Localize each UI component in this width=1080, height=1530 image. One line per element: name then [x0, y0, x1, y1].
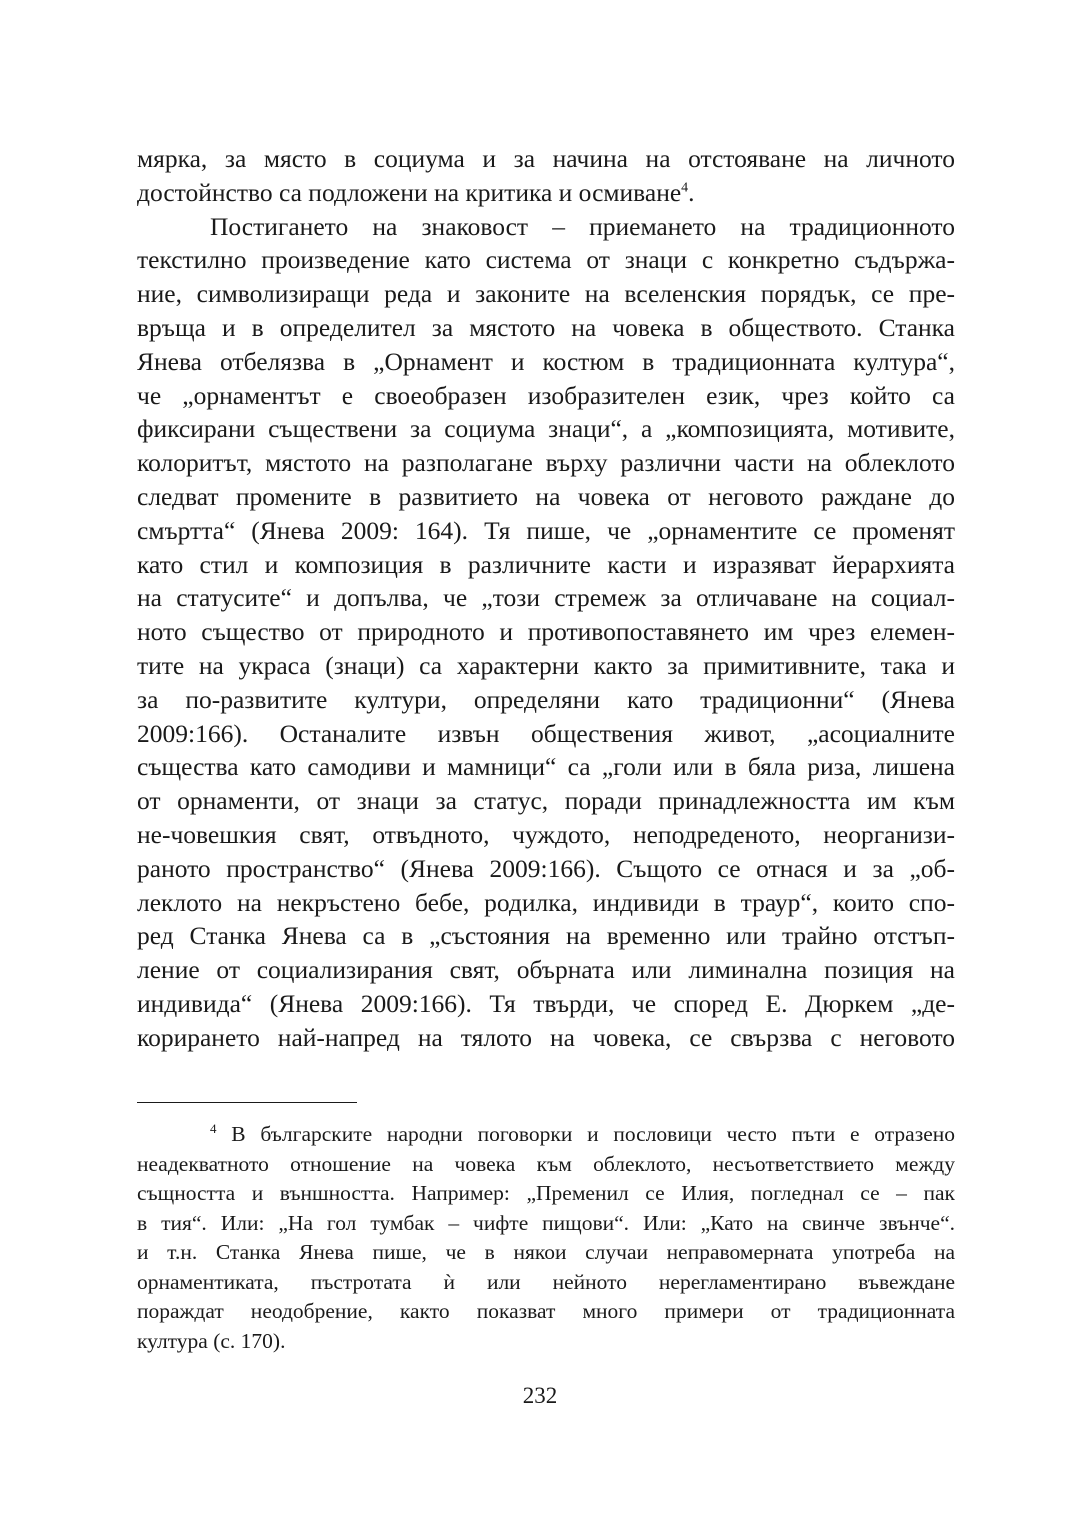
- footnote: [137, 1120, 955, 1356]
- text-line: колоритът, мястото на разполагане върху различни части на облеклото: [137, 448, 955, 478]
- footnote-mark: 4: [210, 1120, 217, 1136]
- text-fragment: В българските народни поговорки и пословици често пъти е отразено: [216, 1122, 955, 1146]
- footnote-line: орнаментиката, пъстротата ѝ или нейното нерегламентирано въвеждане: [137, 1269, 955, 1294]
- text-line: от орнаменти, от знаци за статус, поради принадлежността им към: [137, 786, 955, 816]
- text-line: ред Станка Янева са в „състояния на временно или трайно отстъп-: [137, 921, 955, 951]
- footnote-line: пораждат неодобрение, както показват много примери от традиционната: [137, 1299, 955, 1323]
- footnote-line: неадекватното отношение на човека към облеклото, несъответствието между: [137, 1151, 955, 1176]
- text-line: леклото на некръстено бебе, родилка, индивиди в траур“, които спо-: [137, 887, 955, 917]
- text-line: корирането най-напред на тялото на човека, се свързва с неговото: [137, 1022, 955, 1052]
- footnote-line: култура (с. 170).: [137, 1328, 286, 1353]
- main-text: [137, 142, 955, 1055]
- text-line: 2009:166). Останалите извън обществения живот, „асоциалните: [137, 718, 955, 748]
- text-line: следват промените в развитието на човека от неговото раждане до: [137, 481, 955, 511]
- text-line: индивида“ (Янева 2009:166). Тя твърди, че според Е. Дюркем „де-: [137, 988, 955, 1018]
- footnote-line: [137, 1120, 955, 1150]
- text-line: раното пространство“ (Янева 2009:166). Същото се отнася и за „об-: [137, 853, 955, 883]
- text-line: [137, 176, 955, 210]
- text-line: че „орнаментът е своеобразен изобразителен език, чрез който са: [137, 380, 955, 410]
- paragraph-first-line: Постигането на знаковост – приемането на традиционното: [210, 211, 955, 241]
- text-line: смъртта“ (Янева 2009: 164). Тя пише, че „орнаментите се променят: [137, 515, 955, 545]
- text-line: не-човешкия свят, отвъдното, чуждото, неподреденото, неорганизи-: [137, 819, 955, 849]
- text-line: мярка, за място в социума и за начина на отстояване на личното: [137, 144, 955, 173]
- text-line: Янева отбелязва в „Орнамент и костюм в традиционната култура“,: [137, 346, 955, 376]
- text-line: текстилно произведение като система от знаци с конкретно съдържа-: [137, 245, 955, 275]
- text-line: за по-развитите култури, определяни като традиционни“ (Янева: [137, 684, 955, 714]
- text-line: ние, символизиращи реда и законите на вселенския порядък, се пре-: [137, 279, 955, 309]
- text-line: същества като самодиви и мамници“ са „голи или в бяла риза, лишена: [137, 752, 955, 782]
- page-number: 232: [522, 1383, 558, 1408]
- footnote-line: същността и външността. Например: „Пременил се Илия, погледнал се – пак: [137, 1181, 955, 1205]
- text-line: фиксирани съществени за социума знаци“, а „композицията, мотивите,: [137, 414, 955, 444]
- footnote-line: в тия“. Или: „На гол тумбак – чифте пищови“. Или: „Като на свинче звънче“.: [137, 1210, 955, 1235]
- footnote-line: и т.н. Станка Янева пише, че в някои случаи неправомерната употреба на: [137, 1240, 955, 1264]
- text-line: тите на украса (знаци) са характерни както за примитивните, така и: [137, 650, 955, 680]
- text-line: връща и в определител за мястото на човека в обществото. Станка: [137, 312, 955, 342]
- text-line: като стил и композиция в различните касти и изразяват йерархията: [137, 549, 955, 579]
- footnote-reference[interactable]: 4: [681, 180, 689, 196]
- footnote-separator: [137, 1102, 357, 1103]
- text-line: на статусите“ и допълва, че „този стремеж за отличаване на социал-: [137, 583, 955, 613]
- text-fragment: достойнство са подложени на критика и осмиване: [137, 177, 682, 207]
- text-fragment: .: [688, 177, 695, 207]
- text-line: ление от социализирания свят, обърната или лиминална позиция на: [137, 955, 955, 985]
- text-line: ното същество от природното и противопоставянето им чрез елемен-: [137, 617, 955, 647]
